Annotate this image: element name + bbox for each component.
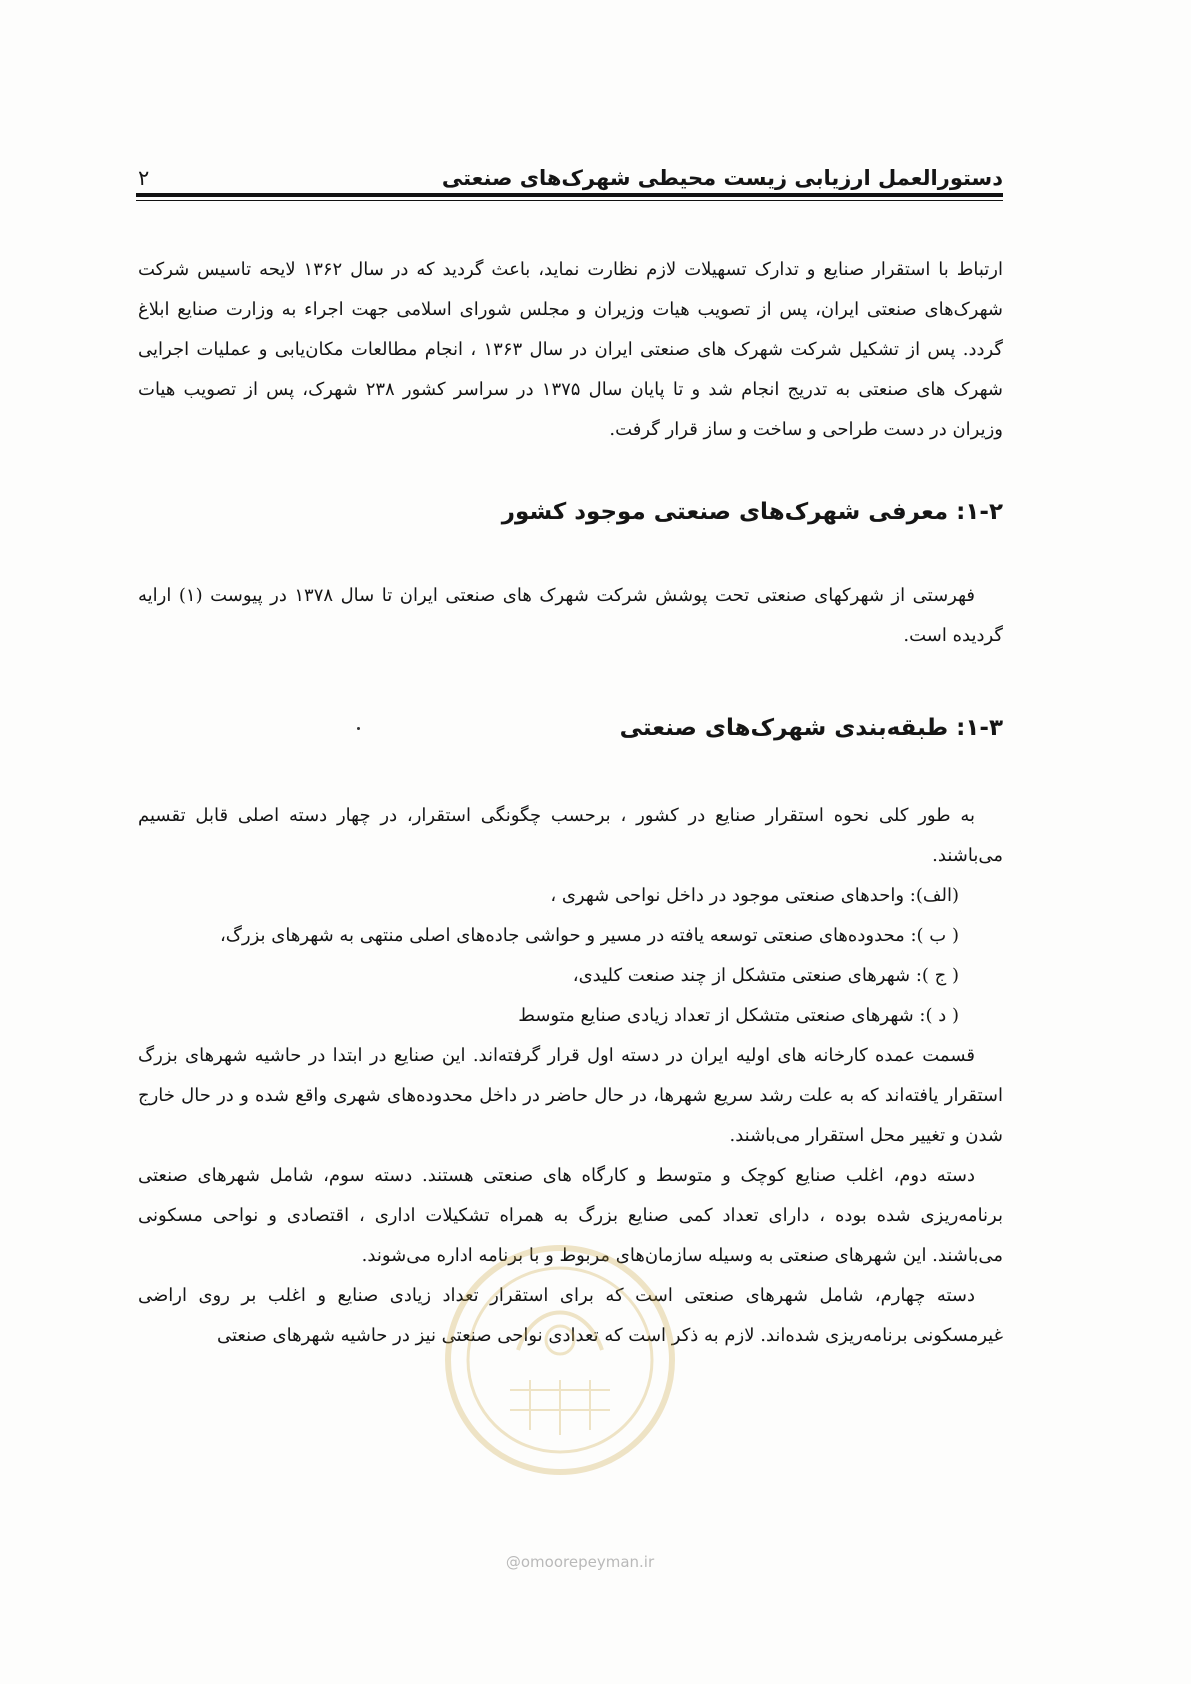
list-item: (الف): واحدهای صنعتی موجود در داخل نواحی شهری ،: [550, 885, 959, 906]
header-rule-thick: [136, 193, 1003, 197]
paragraph-intro: ارتباط با استقرار صنایع و تدارک تسهیلات لازم نظارت نماید، باعث گردید که در سال ۱۳۶۲ لایحه تاسیس شرکت شهرک‌های صنعتی ایران، پس از تصویب هیات وزیران و مجلس شورای اسلامی جهت اجراء به وزارت صنایع ابلاغ گردد. پس از تشکیل شرکت شهرک های صنعتی ایران در سال ۱۳۶۳ ، انجام مطالعات مکان‌یابی و عملیات اجرایی شهرک های صنعتی به تدریج انجام شد و تا پایان سال ۱۳۷۵ در سراسر کشور ۲۳۸ شهرک، پس از تصویب هیات وزیران در دست طراحی و ساخت و ساز قرار گرفت.: [138, 259, 1003, 440]
header-rule-thin: [136, 200, 1003, 201]
running-title: دستورالعمل ارزیابی زیست محیطی شهرک‌های صنعتی: [441, 166, 1003, 190]
stray-dot: [357, 727, 360, 730]
list-item: ( ب ): محدوده‌های صنعتی توسعه یافته در مسیر و حواشی جاده‌های اصلی منتهی به شهرهای بزرگ،: [220, 925, 959, 946]
heading-section-3: ۱-۳: طبقه‌بندی شهرک‌های صنعتی: [619, 715, 1003, 741]
running-header: [138, 150, 1003, 190]
classification-list: [138, 876, 1003, 1036]
page-number: ۲: [138, 166, 150, 190]
paragraph-first-group: قسمت عمده کارخانه های اولیه ایران در دسته اول قرار گرفته‌اند. این صنایع در ابتدا در حاشیه شهرهای بزرگ استقرار یافته‌اند که به علت رشد سریع شهرها، در حال حاضر در داخل محدوده‌های شهری واقع شده و در حال خارج شدن و تغییر محل استقرار می‌باشند.: [138, 1045, 1003, 1146]
paragraph-second-third-group: دسته دوم، اغلب صنایع کوچک و متوسط و کارگاه های صنعتی هستند. دسته سوم، شامل شهرهای صنعتی برنامه‌ریزی شده بوده ، دارای تعداد کمی صنایع بزرگ به همراه تشکیلات اداری ، اقتصادی و نواحی مسکونی می‌باشند. این شهرهای صنعتی به وسیله سازمان‌های مربوط و با برنامه اداره می‌شوند.: [138, 1165, 1003, 1266]
watermark-site-text: @omoorepeyman.ir: [505, 1553, 655, 1571]
list-item: ( د ): شهرهای صنعتی متشکل از تعداد زیادی صنایع متوسط: [518, 1005, 959, 1026]
body-text: [138, 250, 1003, 1356]
paragraph-classification-intro: به طور کلی نحوه استقرار صنایع در کشور ، برحسب چگونگی استقرار، در چهار دسته اصلی قابل تقسیم می‌باشند.: [138, 805, 1003, 866]
list-item: ( ج ): شهرهای صنعتی متشکل از چند صنعت کلیدی،: [572, 965, 959, 986]
watermark-seal-icon: [440, 1240, 680, 1480]
paragraph-fourth-group: دسته چهارم، شامل شهرهای صنعتی است که برای استقرار تعداد زیادی صنایع و اغلب بر روی اراضی غیرمسکونی برنامه‌ریزی شده‌اند. لازم به ذکر است که تعدادی نواحی صنعتی نیز در حاشیه شهرهای صنعتی: [138, 1285, 1003, 1346]
paragraph-list-intro: فهرستی از شهرکهای صنعتی تحت پوشش شرکت شهرک های صنعتی ایران تا سال ۱۳۷۸ در پیوست (۱) ارایه گردیده است.: [138, 585, 1003, 646]
heading-section-2: ۱-۲: معرفی شهرک‌های صنعتی موجود کشور: [501, 499, 1003, 525]
